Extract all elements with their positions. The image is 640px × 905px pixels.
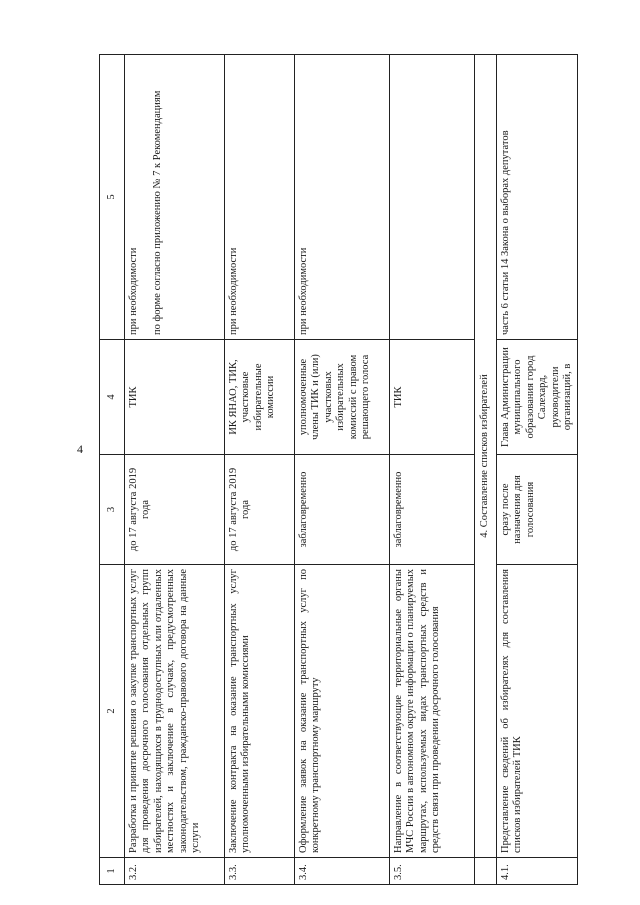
table-row [390,55,475,885]
row-number: 3.5. [390,858,475,885]
row-note [390,55,475,340]
rotated-page-content [99,55,573,885]
row-note [125,55,225,340]
row-description: Представление сведений об избирателях для составления списков избирателей ТИК [497,565,578,858]
row-number: 4.1. [497,858,578,885]
row-number: 3.2. [125,858,225,885]
row-executor: ТИК [125,340,225,455]
row-description: Направление в соответствующие территориальные органы МЧС России в автономном округе информации о планируемых маршрутах, используемых видах транспортных средств и средств связи при проведении досрочного голосования [390,565,475,858]
row-executor: ИК ЯНАО, ТИК, участковые избирательные комиссии [225,340,295,455]
row-description: Заключение контракта на оказание транспортных услуг уполномоченными избирательными комиссиями [225,565,295,858]
header-cell: 2 [100,565,125,858]
row-number: 3.3. [225,858,295,885]
table-row [125,55,225,885]
row-note: при необходимости [295,55,390,340]
table-header-row [100,55,125,885]
schedule-table [99,54,578,885]
note-form-text: по форме согласно приложению № 7 к Рекомендациям [152,90,164,335]
row-executor: уполномоченные члены ТИК и (или) участковых избирательных комиссий с правом решающего голоса [295,340,390,455]
table-row [225,55,295,885]
row-term: до 17 августа 2019 года [125,455,225,565]
row-term: сразу после назначения дня голосования [497,455,578,565]
row-note: при необходимости [225,55,295,340]
page-number: 4 [77,442,83,456]
row-note: часть 6 статьи 14 Закона о выборах депутатов [497,55,578,340]
row-executor: ТИК [390,340,475,455]
header-cell: 4 [100,340,125,455]
table-row [295,55,390,885]
row-description: Разработка и принятие решения о закупке транспортных услуг для проведения досрочного голосования отдельных групп избирателей, находящихся в труднодоступных или отдаленных местностях и заключение в случаях, предусмотренных законодательством, гражданско-правового договора на данные услуги [125,565,225,858]
row-description: Оформление заявок на оказание транспортных услуг по конкретному транспортному маршруту [295,565,390,858]
note-text: при необходимости [128,247,139,335]
table-row [497,55,578,885]
row-term: заблаговременно [295,455,390,565]
section-spacer [475,858,497,885]
section-row [475,55,497,885]
row-executor: Глава Администрации муниципального образования город Салехард, руководители организаций, в [497,340,578,455]
header-cell: 5 [100,55,125,340]
row-term: заблаговременно [390,455,475,565]
row-term: до 17 августа 2019 года [225,455,295,565]
header-cell: 3 [100,455,125,565]
section-title: 4. Составление списков избирателей [475,55,497,858]
header-cell: 1 [100,858,125,885]
row-number: 3.4. [295,858,390,885]
